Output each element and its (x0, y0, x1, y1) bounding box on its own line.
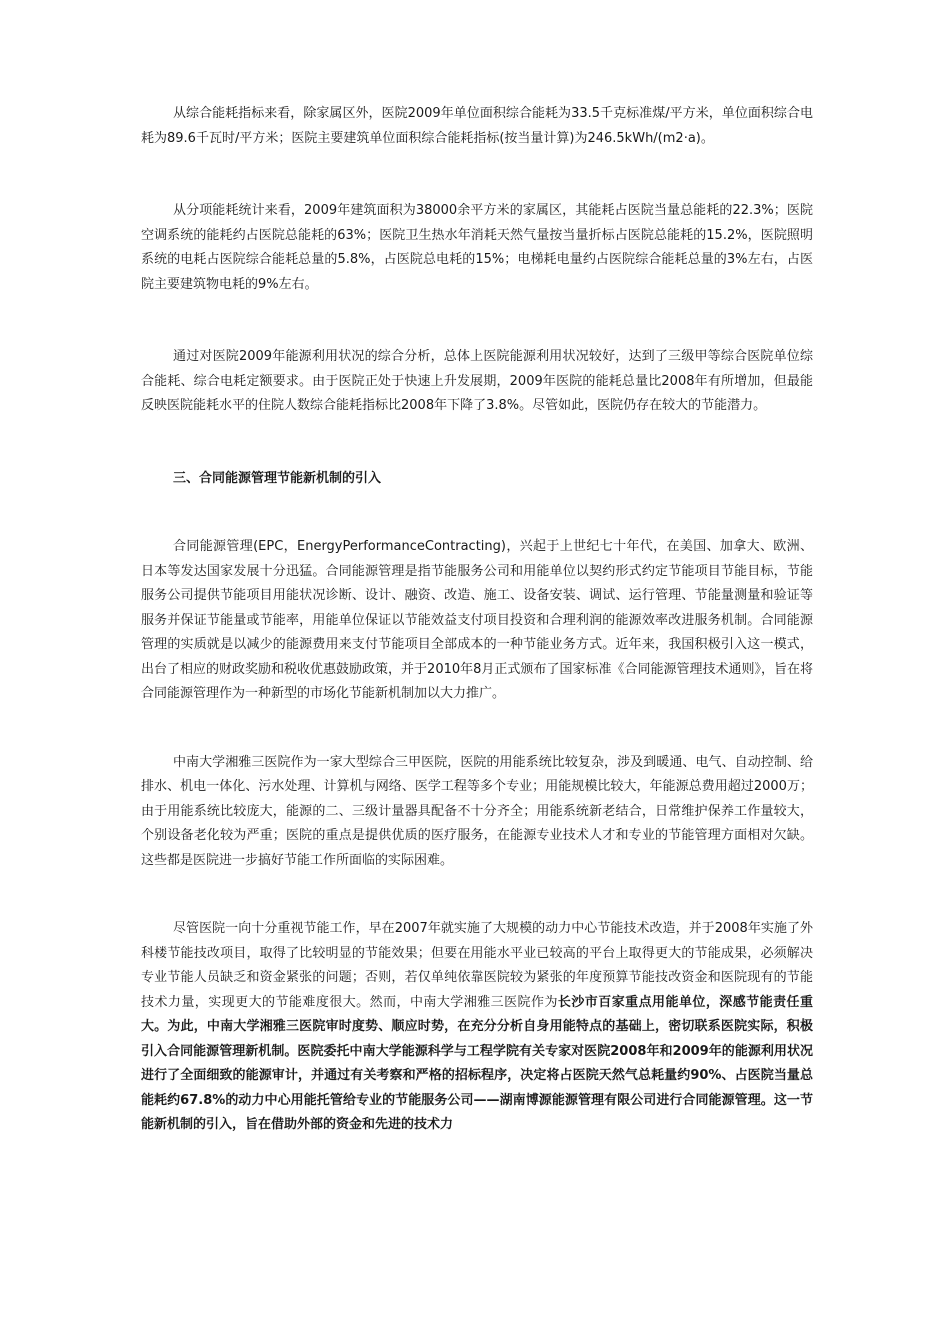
paragraph-spacer (141, 151, 813, 199)
paragraph-spacer (141, 873, 813, 917)
paragraph-spacer (141, 297, 813, 345)
paragraph-comprehensive-energy: 从综合能耗指标来看，除家属区外，医院2009年单位面积综合能耗为33.5千克标准煤/平方米，单位面积综合电耗为89.6千瓦时/平方米；医院主要建筑单位面积综合能耗指标(按当量计算)为246.5kWh/(m2·a)。 (141, 106, 813, 146)
paragraph-itemized-energy: 从分项能耗统计来看，2009年建筑面积为38000余平方米的家属区，其能耗占医院当量总能耗的22.3%；医院空调系统的能耗约占医院总能耗的63%；医院卫生热水年消耗天然气量按当量折标占医院总能耗的15.2%，医院照明系统的电耗占医院综合能耗总量的5.8%，占医院总电耗的15%；电梯耗电量约占医院综合能耗总量的3%左右，占医院主要建筑物电耗的9%左右。 (141, 203, 813, 292)
section-heading: 三、合同能源管理节能新机制的引入 (173, 470, 382, 486)
paragraph-epc-adoption-normal: 尽管医院一向十分重视节能工作，早在2007年就实施了大规模的动力中心节能技术改造，并于2008年实施了外科楼节能技改项目，取得了比较明显的节能效果；但要在用能水平业已较高的平台上取得更大的节能成果，必须解决专业节能人员缺乏和资金紧张的问题；否则，若仅单纯依靠医院较为紧张的年度预算节能技改资金和医院现有的节能技术力量，实现更大的节能难度很大。然而，中南大学湘雅三医院作为 (141, 921, 813, 1010)
paragraph-analysis-summary: 通过对医院2009年能源利用状况的综合分析，总体上医院能源利用状况较好，达到了三级甲等综合医院单位综合能耗、综合电耗定额要求。由于医院正处于快速上升发展期，2009年医院的能耗总量比2008年有所增加，但最能反映医院能耗水平的住院人数综合能耗指标比2008年下降了3.8%。尽管如此，医院仍存在较大的节能潜力。 (141, 349, 813, 413)
paragraph-spacer (141, 707, 813, 751)
paragraph-hospital-difficulties: 中南大学湘雅三医院作为一家大型综合三甲医院，医院的用能系统比较复杂，涉及到暖通、电气、自动控制、给排水、机电一体化、污水处理、计算机与网络、医学工程等多个专业；用能规模比较大，年能源总费用超过2000万；由于用能系统比较庞大，能源的二、三级计量器具配备不十分齐全；用能系统新老结合，日常维护保养工作量较大，个别设备老化较为严重；医院的重点是提供优质的医疗服务，在能源专业技术人才和专业的节能管理方面相对欠缺。这些都是医院进一步搞好节能工作所面临的实际困难。 (141, 754, 813, 868)
paragraph-spacer (141, 419, 813, 467)
document-body (141, 102, 813, 1138)
paragraph-spacer (141, 491, 813, 535)
paragraph-epc-definition: 合同能源管理(EPC，EnergyPerformanceContracting)，兴起于上世纪七十年代，在美国、加拿大、欧洲、日本等发达国家发展十分迅猛。合同能源管理是指节能服务公司和用能单位以契约形式约定节能项目节能目标，节能服务公司提供节能项目用能状况诊断、设计、融资、改造、施工、设备安装、调试、运行管理、节能量测量和验证等服务并保证节能量或节能率，用能单位保证以节能效益支付项目投资和合理利润的能源效率改进服务机制。合同能源管理的实质就是以减少的能源费用来支付节能项目全部成本的一种节能业务方式。近年来，我国积极引入这一模式，出台了相应的财政奖励和税收优惠鼓励政策，并于2010年8月正式颁布了国家标准《合同能源管理技术通则》，旨在将合同能源管理作为一种新型的市场化节能新机制加以大力推广。 (141, 539, 813, 701)
paragraph-epc-adoption (141, 917, 813, 1138)
paragraph-epc-adoption-bold: 长沙市百家重点用能单位，深感节能责任重大。为此，中南大学湘雅三医院审时度势、顺应时势，在充分分析自身用能特点的基础上，密切联系医院实际，积极引入合同能源管理新机制。医院委托中南大学能源科学与工程学院有关专家对医院2008年和2009年的能源利用状况进行了全面细致的能源审计，并通过有关考察和严格的招标程序，决定将占医院天然气总耗量约90%、占医院当量总能耗约67.8%的动力中心用能托管给专业的节能服务公司——湖南博源能源管理有限公司进行合同能源管理。这一节能新机制的引入，旨在借助外部的资金和先进的技术力 (141, 994, 813, 1132)
